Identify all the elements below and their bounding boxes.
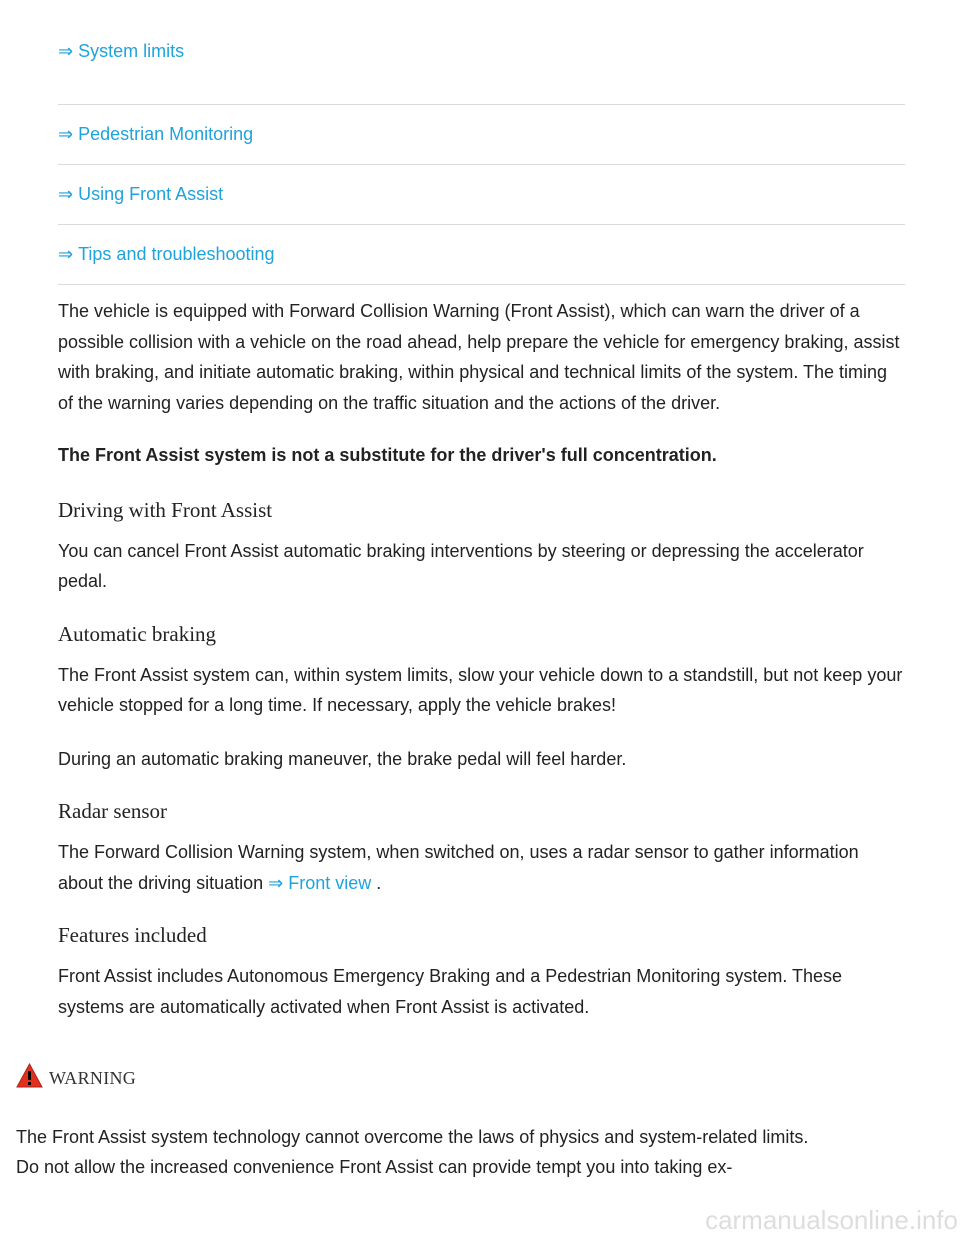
- link-label: Front view: [288, 872, 372, 893]
- link-using-front-assist[interactable]: [58, 184, 223, 205]
- link-tips-troubleshooting[interactable]: [58, 244, 275, 265]
- link-pedestrian-monitoring[interactable]: [58, 124, 253, 145]
- heading-features-included: Features included: [58, 923, 207, 947]
- heading-radar-sensor: Radar sensor: [58, 799, 168, 823]
- bold-note: The Front Assist system is not a substitute for the driver's full concentration.: [58, 445, 717, 465]
- link-arrow-icon: ⇒: [58, 184, 74, 204]
- intro-paragraph: The vehicle is equipped with Forward Collision Warning (Front Assist), which can warn the driver of a possible collision with a vehicle on the road ahead, help prepare the vehicle for emergency braking, assist with braking, and initiate automatic braking, within physical and technical limits of the system. The timing of the warning varies depending on the traffic situation and the actions of the driver.: [58, 301, 900, 413]
- heading-automatic-braking: Automatic braking: [58, 621, 217, 646]
- heading-driving: Driving with Front Assist: [58, 497, 273, 522]
- link-label: Using Front Assist: [78, 184, 224, 204]
- link-system-limits[interactable]: [58, 41, 184, 62]
- warning-triangle-icon: [16, 1063, 49, 1093]
- radar-paragraph: [58, 837, 905, 898]
- link-front-view[interactable]: [268, 873, 371, 893]
- braking-paragraph-2: During an automatic braking maneuver, the brake pedal will feel harder.: [58, 748, 627, 769]
- nav-link-row: [58, 105, 905, 165]
- link-arrow-icon: ⇒: [268, 872, 284, 893]
- radar-text: The Forward Collision Warning system, when switched on, uses a radar sensor to gather information about the driving situation: [58, 842, 859, 893]
- features-paragraph: Front Assist includes Autonomous Emergency Braking and a Pedestrian Monitoring system. These systems are automatically activated when Front Assist is activated.: [58, 966, 843, 1017]
- warning-box: [16, 1063, 836, 1182]
- driving-paragraph: You can cancel Front Assist automatic braking interventions by steering or depressing the accelerator pedal.: [58, 540, 864, 591]
- link-label: Pedestrian Monitoring: [78, 124, 254, 144]
- braking-paragraph-1: The Front Assist system can, within system limits, slow your vehicle down to a standstill, but not keep your vehicle stopped for a long time. If necessary, apply the vehicle brakes!: [58, 664, 903, 715]
- link-label: System limits: [78, 41, 185, 61]
- nav-link-row: [58, 225, 905, 285]
- nav-link-row: [58, 165, 905, 225]
- link-arrow-icon: ⇒: [58, 244, 74, 264]
- warning-label: WARNING: [49, 1067, 137, 1088]
- link-arrow-icon: ⇒: [58, 41, 74, 61]
- link-arrow-icon: ⇒: [58, 124, 74, 144]
- warning-header: [16, 1063, 836, 1093]
- nav-link-row: [58, 0, 905, 105]
- watermark: carmanualsonline.info: [705, 1205, 958, 1235]
- warning-text: The Front Assist system technology cannot overcome the laws of physics and system-related limits. Do not allow the increased convenience Front Assist can provide tempt you into taking ex-: [16, 1127, 809, 1177]
- link-label: Tips and troubleshooting: [78, 244, 275, 264]
- radar-text-end: .: [371, 872, 382, 893]
- manual-page: [58, 0, 905, 1022]
